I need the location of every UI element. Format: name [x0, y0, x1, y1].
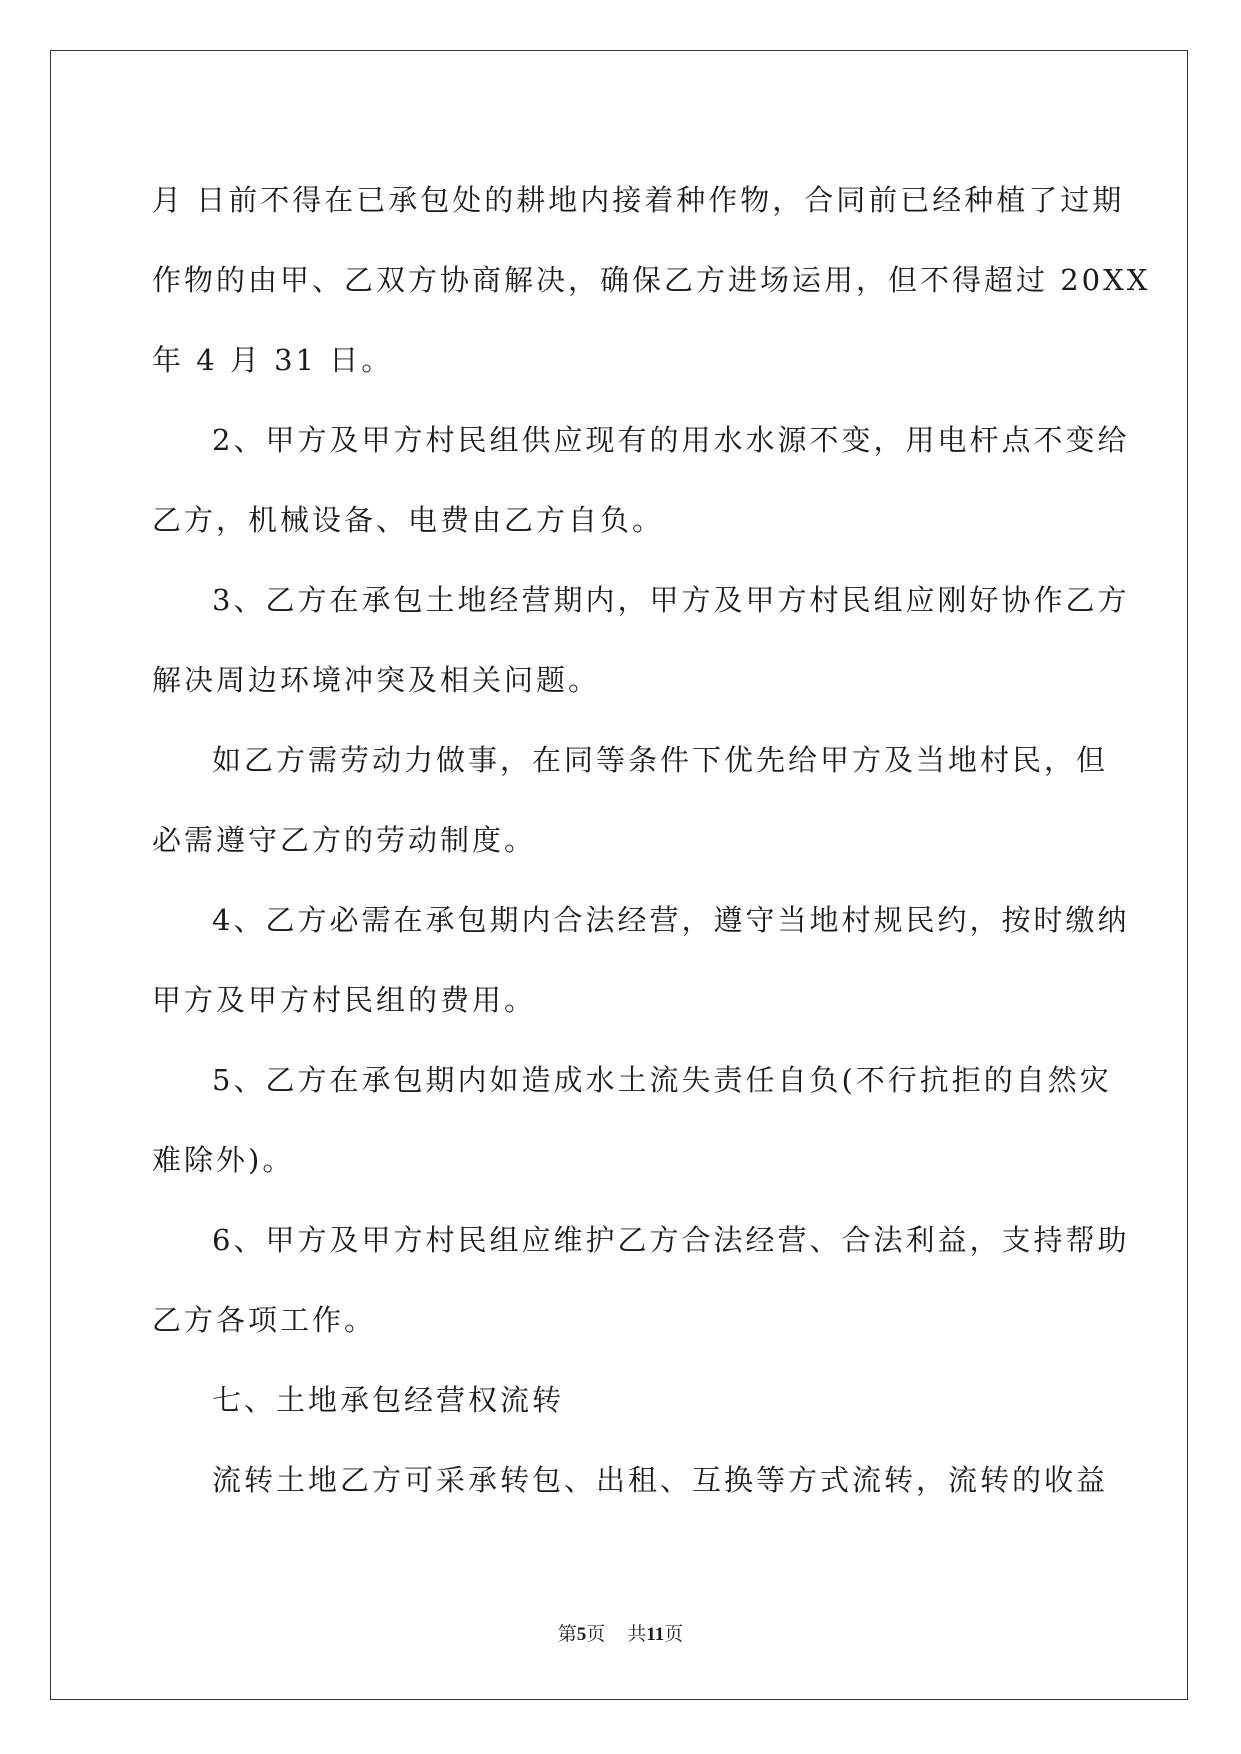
text-line: 6、甲方及甲方村民组应维护乙方合法经营、合法利益，支持帮助 [212, 1223, 1130, 1257]
text-line: 如乙方需劳动力做事，在同等条件下优先给甲方及当地村民，但 [212, 743, 1109, 777]
text-line: 甲方及甲方村民组的费用。 [152, 983, 537, 1017]
total-pages: 11 [646, 1624, 665, 1645]
text-line: 乙方各项工作。 [152, 1303, 377, 1337]
total-suffix: 页 [664, 1623, 684, 1645]
text-line: 必需遵守乙方的劳动制度。 [152, 823, 537, 857]
total-prefix: 共 [627, 1623, 647, 1645]
text-line: 流转土地乙方可采承转包、出租、互换等方式流转，流转的收益 [212, 1463, 1109, 1497]
text-line: 难除外)。 [152, 1143, 295, 1177]
text-line: 2、甲方及甲方村民组供应现有的用水水源不变，用电杆点不变给 [212, 423, 1130, 457]
page-prefix: 第 [557, 1623, 577, 1645]
page-suffix: 页 [586, 1623, 606, 1645]
text-line: 作物的由甲、乙双方协商解决，确保乙方进场运用，但不得超过 20XX [152, 263, 1151, 297]
text-line: 5、乙方在承包期内如造成水土流失责任自负(不行抗拒的自然灾 [212, 1063, 1112, 1097]
document-body [152, 160, 1151, 1520]
page-footer [0, 1622, 1241, 1647]
page-number: 5 [576, 1624, 587, 1645]
text-line: 解决周边环境冲突及相关问题。 [152, 663, 601, 697]
text-line: 年 4 月 31 日。 [152, 343, 394, 377]
text-line: 月 日前不得在已承包处的耕地内接着种作物，合同前已经种植了过期 [152, 183, 1125, 217]
section-heading: 七、土地承包经营权流转 [212, 1383, 565, 1417]
text-line: 乙方，机械设备、电费由乙方自负。 [152, 503, 665, 537]
text-line: 4、乙方必需在承包期内合法经营，遵守当地村规民约，按时缴纳 [212, 903, 1130, 937]
text-line: 3、乙方在承包土地经营期内，甲方及甲方村民组应刚好协作乙方 [212, 583, 1130, 617]
